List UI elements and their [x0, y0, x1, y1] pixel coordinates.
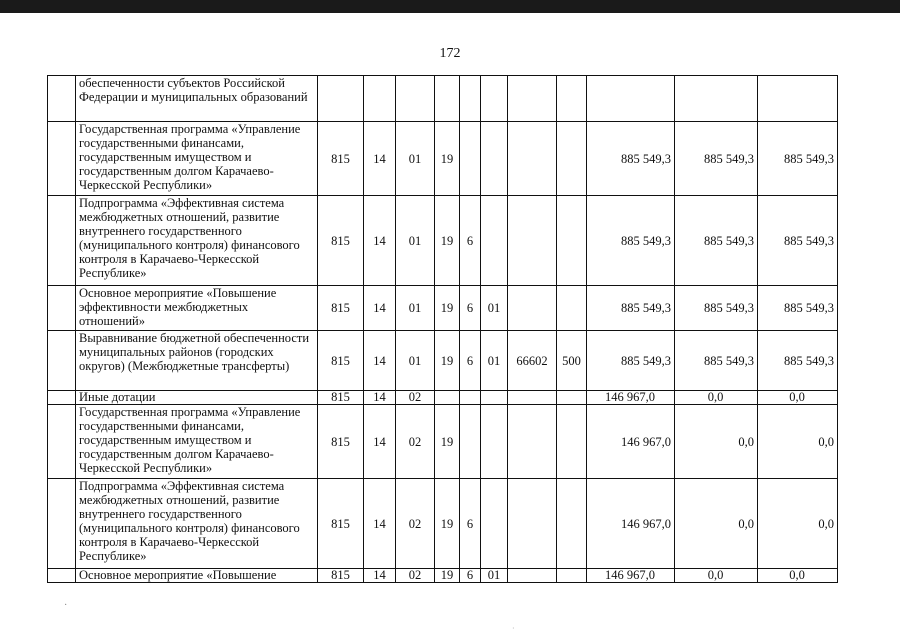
direction-cell [508, 569, 557, 583]
amount-year3-cell: 0,0 [758, 569, 838, 583]
amount-year2-cell: 885 549,3 [675, 331, 758, 391]
measure-cell [481, 405, 508, 479]
amount-year2-cell: 0,0 [675, 479, 758, 569]
amount-year2-cell: 0,0 [675, 405, 758, 479]
expense-type-cell [557, 286, 587, 331]
program-cell: 19 [435, 122, 460, 196]
pr-cell: 01 [396, 196, 435, 286]
direction-cell [508, 405, 557, 479]
amount-year2-cell: 0,0 [675, 569, 758, 583]
ved-cell: 815 [318, 405, 364, 479]
direction-cell [508, 286, 557, 331]
amount-year2-cell: 0,0 [675, 391, 758, 405]
amount-year2-cell: 885 549,3 [675, 196, 758, 286]
amount-year1-cell [587, 76, 675, 122]
amount-year1-cell: 885 549,3 [587, 196, 675, 286]
amount-year3-cell: 885 549,3 [758, 196, 838, 286]
rz-cell: 14 [364, 479, 396, 569]
name-cell: Основное мероприятие «Повышение эффективности межбюджетных отношений» [76, 286, 318, 331]
direction-cell [508, 196, 557, 286]
amount-year1-cell: 885 549,3 [587, 331, 675, 391]
scan-speck: · [64, 600, 68, 611]
program-cell: 19 [435, 331, 460, 391]
amount-year2-cell: 885 549,3 [675, 122, 758, 196]
subprogram-cell [460, 76, 481, 122]
table-row [48, 331, 838, 391]
name-cell: Государственная программа «Управление государственными финансами, государственным имуществом и государственным долгом Карачаево-Черкесской Республики» [76, 405, 318, 479]
table-row [48, 122, 838, 196]
expense-type-cell [557, 569, 587, 583]
amount-year2-cell [675, 76, 758, 122]
subprogram-cell: 6 [460, 479, 481, 569]
row-marker-cell [48, 196, 76, 286]
rz-cell: 14 [364, 331, 396, 391]
name-cell: Выравнивание бюджетной обеспеченности муниципальных районов (городских округов) (Межбюджетные трансферты) [76, 331, 318, 391]
ved-cell: 815 [318, 122, 364, 196]
rz-cell: 14 [364, 391, 396, 405]
amount-year3-cell: 885 549,3 [758, 331, 838, 391]
measure-cell [481, 196, 508, 286]
row-marker-cell [48, 76, 76, 122]
table-row [48, 286, 838, 331]
amount-year1-cell: 885 549,3 [587, 122, 675, 196]
subprogram-cell [460, 391, 481, 405]
table-row [48, 405, 838, 479]
name-cell: Основное мероприятие «Повышение [76, 569, 318, 583]
amount-year3-cell: 0,0 [758, 405, 838, 479]
measure-cell [481, 122, 508, 196]
expense-type-cell [557, 405, 587, 479]
amount-year1-cell: 146 967,0 [587, 569, 675, 583]
row-marker-cell [48, 391, 76, 405]
measure-cell: 01 [481, 569, 508, 583]
direction-cell [508, 479, 557, 569]
direction-cell [508, 76, 557, 122]
table-row [48, 76, 838, 122]
subprogram-cell [460, 405, 481, 479]
table-row [48, 196, 838, 286]
row-marker-cell [48, 122, 76, 196]
program-cell: 19 [435, 286, 460, 331]
rz-cell: 14 [364, 569, 396, 583]
expense-type-cell [557, 76, 587, 122]
pr-cell: 01 [396, 122, 435, 196]
ved-cell: 815 [318, 479, 364, 569]
name-cell: обеспеченности субъектов Российской Федерации и муниципальных образований [76, 76, 318, 122]
measure-cell: 01 [481, 331, 508, 391]
row-marker-cell [48, 405, 76, 479]
amount-year3-cell: 885 549,3 [758, 122, 838, 196]
program-cell: 19 [435, 405, 460, 479]
ved-cell: 815 [318, 569, 364, 583]
table-row [48, 569, 838, 583]
row-marker-cell [48, 286, 76, 331]
name-cell: Подпрограмма «Эффективная система межбюджетных отношений, развитие внутреннего государственного (муниципального контроля) финансового контроля в Карачаево-Черкесской Республике» [76, 479, 318, 569]
rz-cell: 14 [364, 405, 396, 479]
rz-cell [364, 76, 396, 122]
pr-cell: 01 [396, 286, 435, 331]
pr-cell: 02 [396, 479, 435, 569]
amount-year2-cell: 885 549,3 [675, 286, 758, 331]
table-row [48, 479, 838, 569]
measure-cell: 01 [481, 286, 508, 331]
ved-cell: 815 [318, 196, 364, 286]
amount-year3-cell: 0,0 [758, 479, 838, 569]
subprogram-cell: 6 [460, 286, 481, 331]
rz-cell: 14 [364, 286, 396, 331]
ved-cell: 815 [318, 391, 364, 405]
pr-cell [396, 76, 435, 122]
amount-year3-cell [758, 76, 838, 122]
page-number: 172 [439, 46, 461, 61]
direction-cell [508, 391, 557, 405]
direction-cell: 66602 [508, 331, 557, 391]
pr-cell: 02 [396, 405, 435, 479]
program-cell: 19 [435, 479, 460, 569]
subprogram-cell: 6 [460, 569, 481, 583]
expense-type-cell [557, 122, 587, 196]
table-row [48, 391, 838, 405]
name-cell: Подпрограмма «Эффективная система межбюджетных отношений, развитие внутреннего государственного (муниципального контроля) финансового контроля в Карачаево-Черкесской Республике» [76, 196, 318, 286]
expense-type-cell [557, 391, 587, 405]
pr-cell: 02 [396, 569, 435, 583]
amount-year1-cell: 146 967,0 [587, 479, 675, 569]
row-marker-cell [48, 569, 76, 583]
measure-cell [481, 76, 508, 122]
measure-cell [481, 391, 508, 405]
rz-cell: 14 [364, 122, 396, 196]
measure-cell [481, 479, 508, 569]
amount-year1-cell: 885 549,3 [587, 286, 675, 331]
amount-year1-cell: 146 967,0 [587, 405, 675, 479]
amount-year1-cell: 146 967,0 [587, 391, 675, 405]
ved-cell: 815 [318, 286, 364, 331]
scan-speck: · [512, 624, 515, 633]
amount-year3-cell: 885 549,3 [758, 286, 838, 331]
subprogram-cell: 6 [460, 331, 481, 391]
program-cell [435, 76, 460, 122]
direction-cell [508, 122, 557, 196]
expense-type-cell [557, 479, 587, 569]
pr-cell: 01 [396, 331, 435, 391]
name-cell: Государственная программа «Управление государственными финансами, государственным имуществом и государственным долгом Карачаево-Черкесской Республики» [76, 122, 318, 196]
subprogram-cell: 6 [460, 196, 481, 286]
expense-type-cell [557, 196, 587, 286]
expense-type-cell: 500 [557, 331, 587, 391]
row-marker-cell [48, 331, 76, 391]
scan-top-border [0, 0, 900, 13]
subprogram-cell [460, 122, 481, 196]
ved-cell: 815 [318, 331, 364, 391]
program-cell [435, 391, 460, 405]
pr-cell: 02 [396, 391, 435, 405]
row-marker-cell [48, 479, 76, 569]
rz-cell: 14 [364, 196, 396, 286]
budget-table [47, 75, 838, 583]
name-cell: Иные дотации [76, 391, 318, 405]
amount-year3-cell: 0,0 [758, 391, 838, 405]
ved-cell [318, 76, 364, 122]
program-cell: 19 [435, 196, 460, 286]
program-cell: 19 [435, 569, 460, 583]
